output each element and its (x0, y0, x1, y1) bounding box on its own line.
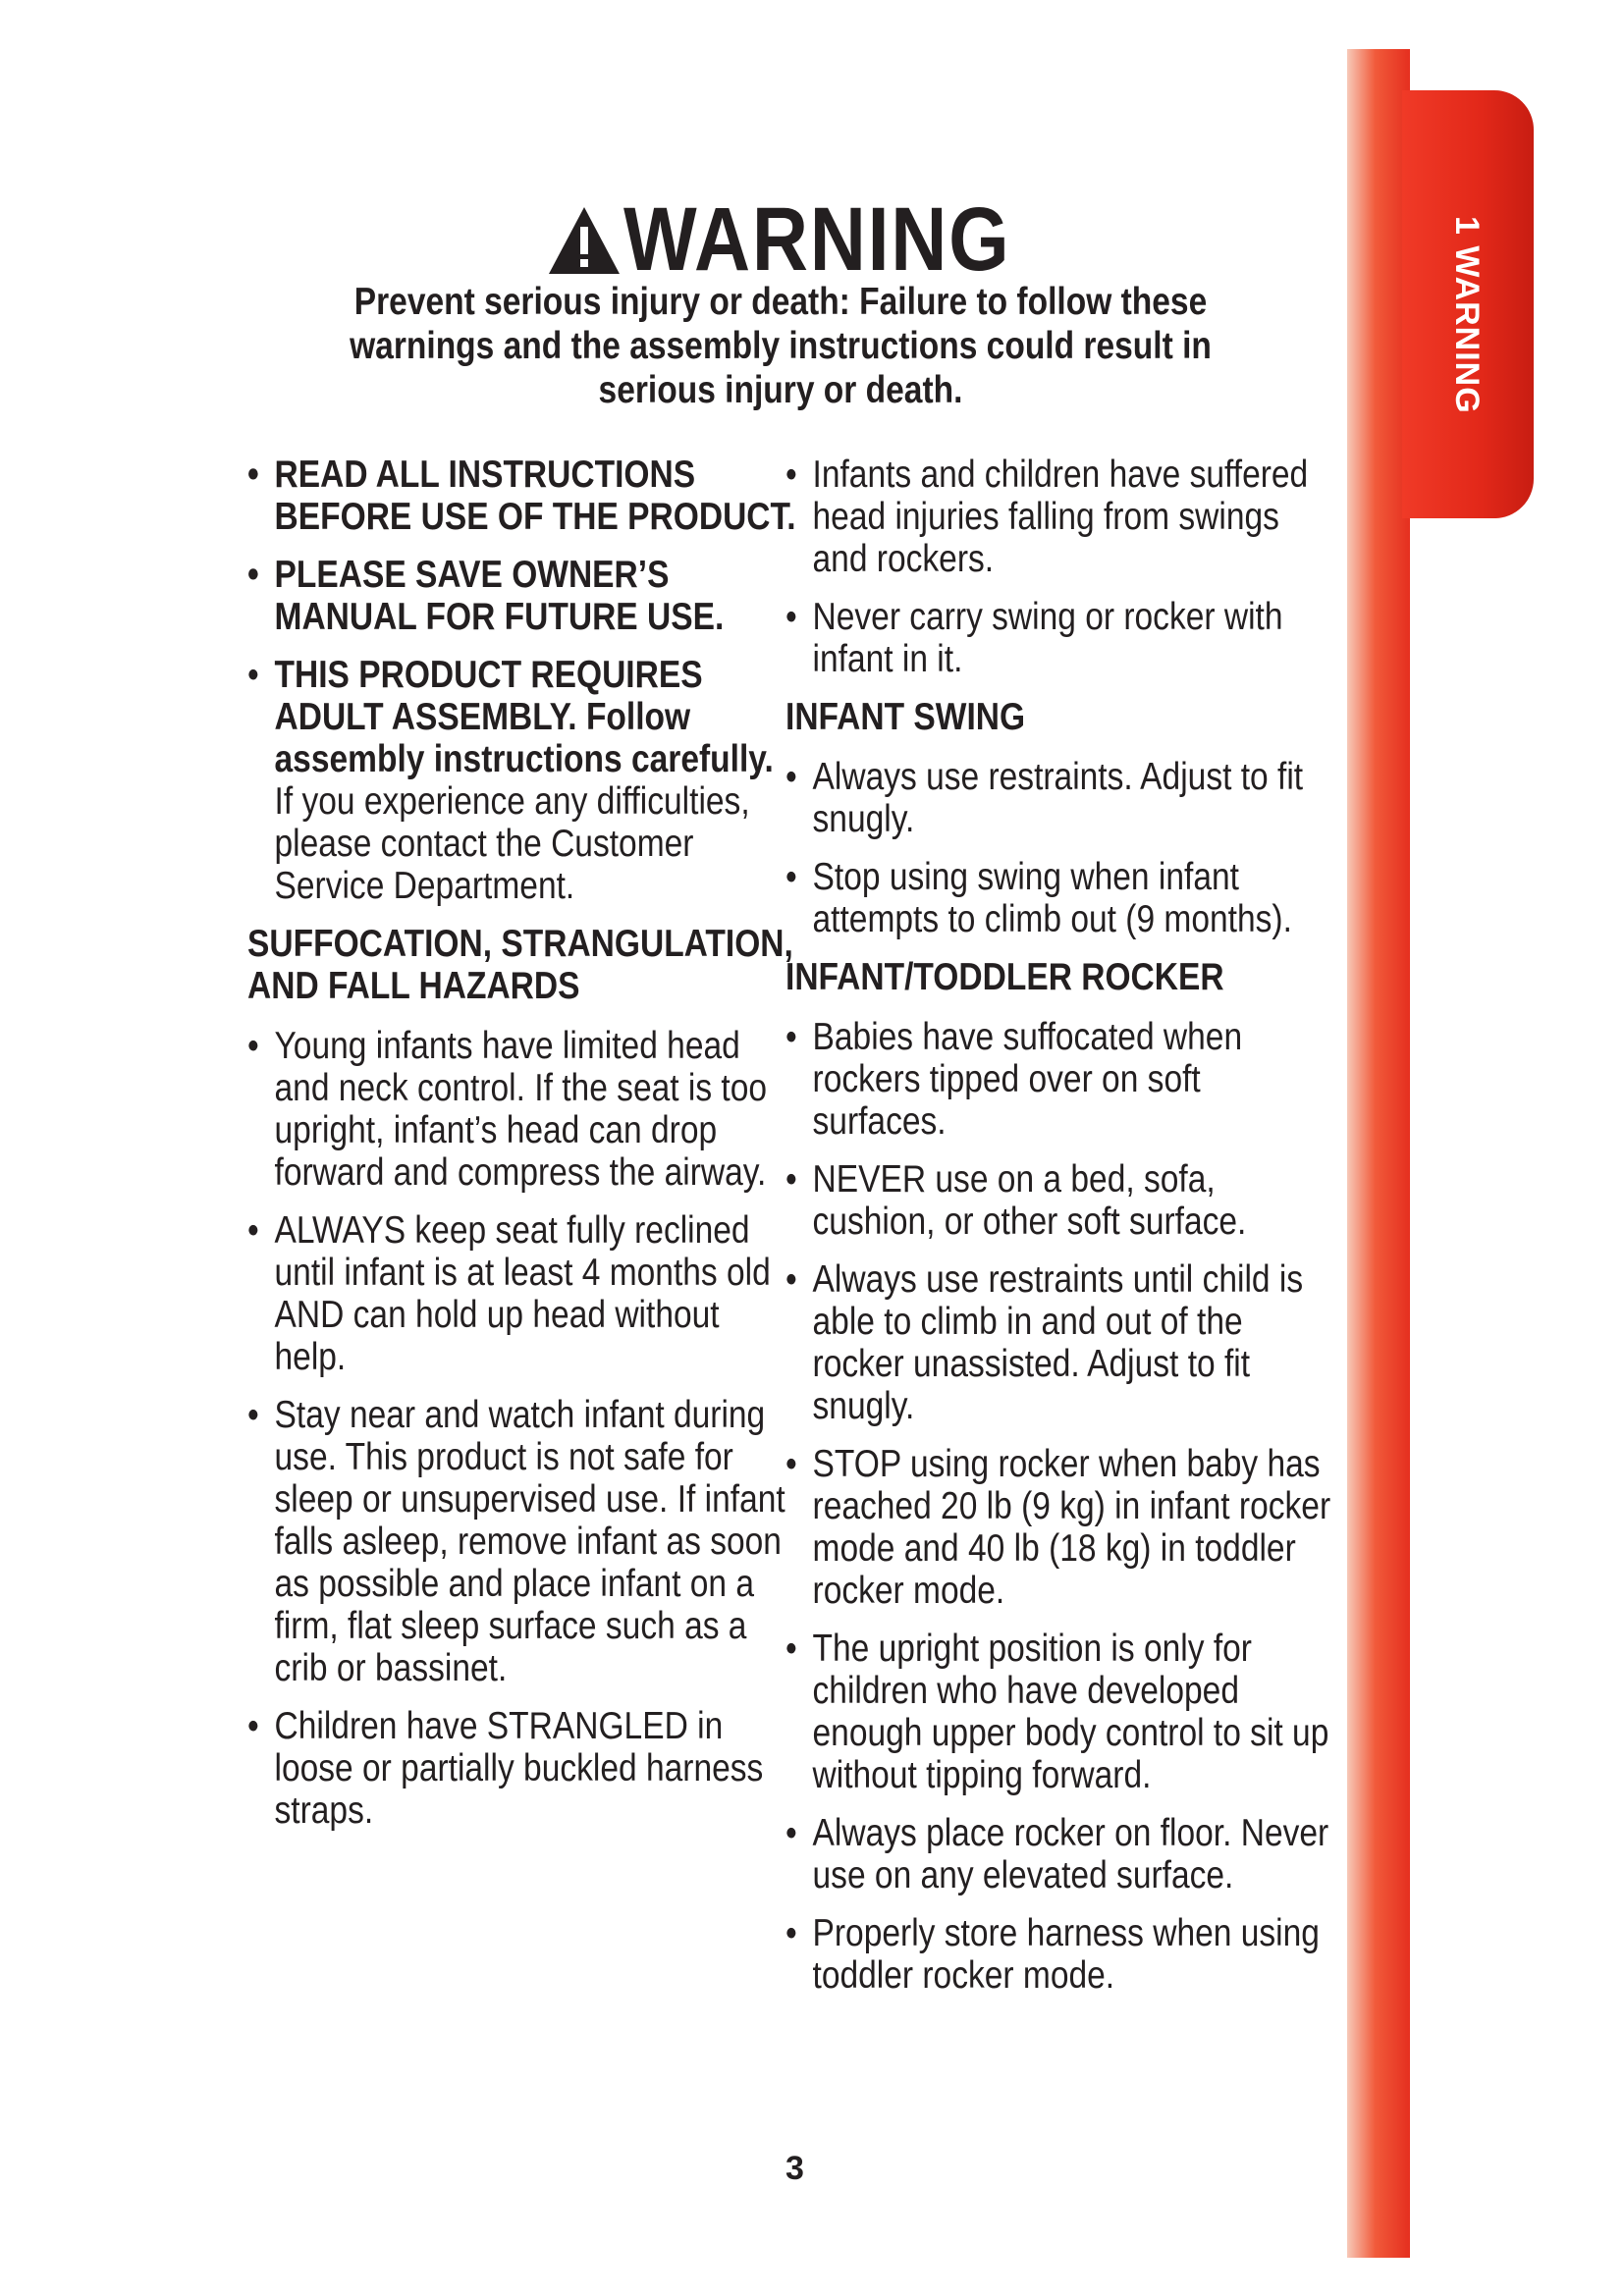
list-item: • Always use restraints until child is able to climb in and out of the rocker unassisted. Adjust to fit snugly. (785, 1258, 1304, 1427)
rocker-heading: INFANT/TODDLER ROCKER (785, 956, 1224, 998)
assembly-item: • THIS PRODUCT REQUIRES ADULT ASSEMBLY. Follow assembly instructions carefully. If you experience any difficulties, please contact the Customer Service Department. (247, 654, 774, 907)
list-item: • Properly store harness when using toddler rocker mode. (785, 1912, 1320, 1997)
left-column (247, 454, 797, 1847)
list-item: • The upright position is only for children who have developed enough upper body control to sit up without tipping forward. (785, 1628, 1329, 1796)
list-item: • PLEASE SAVE OWNER’S MANUAL FOR FUTURE USE. (247, 554, 725, 638)
list-item: • Stay near and watch infant during use. This product is not safe for sleep or unsupervised use. If infant falls asleep, remove infant as soon as possible and place infant on a firm, flat sleep surface such as a crib or bassinet. (247, 1394, 785, 1689)
side-strip (1347, 49, 1410, 2258)
list-item: • Always use restraints. Adjust to fit snugly. (785, 756, 1304, 840)
warning-header (245, 188, 1316, 292)
list-item: • STOP using rocker when baby has reached 20 lb (9 kg) in infant rocker mode and 40 lb (18 kg) in toddler rocker mode. (785, 1443, 1331, 1612)
hazards-heading: SUFFOCATION, STRANGULATION, AND FALL HAZARDS (247, 923, 793, 1007)
list-item: • Infants and children have suffered head injuries falling from swings and rockers. (785, 454, 1309, 580)
infant-swing-heading: INFANT SWING (785, 696, 1026, 738)
list-item: • Always place rocker on floor. Never use on any elevated surface. (785, 1812, 1329, 1896)
list-item: • Babies have suffocated when rockers tipped over on soft surfaces. (785, 1016, 1243, 1143)
page-number: 3 (785, 2150, 804, 2187)
list-item: • READ ALL INSTRUCTIONS BEFORE USE OF THE PRODUCT. (247, 454, 796, 538)
right-column (785, 454, 1335, 2012)
assembly-text: If you experience any difficulties, please contact the Customer Service Department. (274, 780, 750, 907)
list-item: • NEVER use on a bed, sofa, cushion, or other soft surface. (785, 1158, 1247, 1243)
warning-triangle-icon (547, 205, 622, 276)
list-item: • Stop using swing when infant attempts to climb out (9 months). (785, 856, 1292, 940)
list-item: • Children have STRANGLED in loose or partially buckled harness straps. (247, 1705, 764, 1832)
list-item: • Never carry swing or rocker with infant in it. (785, 596, 1283, 680)
assembly-bold-text: THIS PRODUCT REQUIRES ADULT ASSEMBLY. Follow assembly instructions carefully. (274, 654, 774, 780)
list-item: • ALWAYS keep seat fully reclined until infant is at least 4 months old AND can hold up head without help. (247, 1209, 771, 1378)
intro-text: Prevent serious injury or death: Failure to follow these warnings and the assembly instructions could result in serious injury or death. (350, 281, 1212, 411)
warning-title: WARNING (623, 189, 1011, 290)
list-item: • Young infants have limited head and neck control. If the seat is too upright, infant’s head can drop forward and compress the airway. (247, 1025, 768, 1194)
section-tab-label: 1 WARNING (1448, 216, 1486, 414)
